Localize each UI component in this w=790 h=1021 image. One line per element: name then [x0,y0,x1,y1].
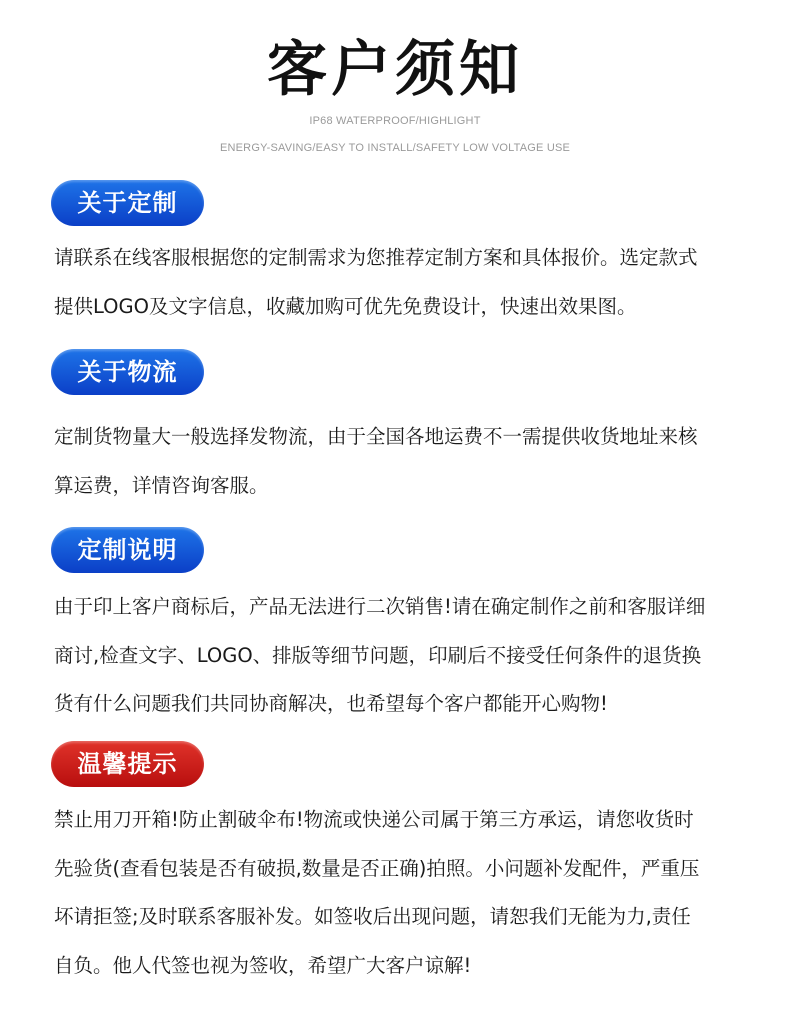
page-subtitle-features: IP68 WATERPROOF/HIGHLIGHT [309,115,481,127]
section-body-reminder [54,796,759,990]
body-line: 坏请拒签;及时联系客服补发。如签收后出现问题，请恕我们无能为力,责任 [54,905,691,928]
section-body-logistics [54,413,759,510]
body-line: 请联系在线客服根据您的定制需求为您推荐定制方案和具体报价。选定款式 [54,246,698,269]
page-subtitle-benefits: ENERGY-SAVING/EASY TO INSTALL/SAFETY LOW VOLTAGE USE [219,142,571,154]
section-heading-customization-notes: 定制说明 [51,527,204,573]
section-heading-customization: 关于定制 [51,180,204,226]
body-line: 先验货(查看包装是否有破损,数量是否正确)拍照。小问题补发配件，严重压 [54,856,700,880]
body-line: 商讨,检查文字、LOGO、排版等细节问题，印刷后不接受任何条件的退货换 [54,643,702,667]
section-body-customization-notes [54,583,759,729]
page-title: 客户须知 [267,35,523,105]
section-heading-reminder: 温馨提示 [51,741,204,787]
body-line: 提供LOGO及文字信息，收藏加购可优先免费设计，快速出效果图。 [54,294,637,318]
body-line: 货有什么问题我们共同协商解决，也希望每个客户都能开心购物! [54,692,608,715]
section-heading-logistics: 关于物流 [51,349,204,395]
body-line: 由于印上客户商标后，产品无法进行二次销售!请在确定制作之前和客服详细 [54,595,706,618]
body-line: 自负。他人代签也视为签收，希望广大客户谅解! [54,953,472,977]
section-body-customization [54,234,759,331]
body-line: 定制货物量大一般选择发物流，由于全国各地运费不一需提供收货地址来核 [54,425,698,448]
body-line: 算运费，详情咨询客服。 [54,473,269,497]
page-header [0,32,790,155]
body-line: 禁止用刀开箱!防止割破伞布!物流或快递公司属于第三方承运，请您收货时 [54,808,694,831]
